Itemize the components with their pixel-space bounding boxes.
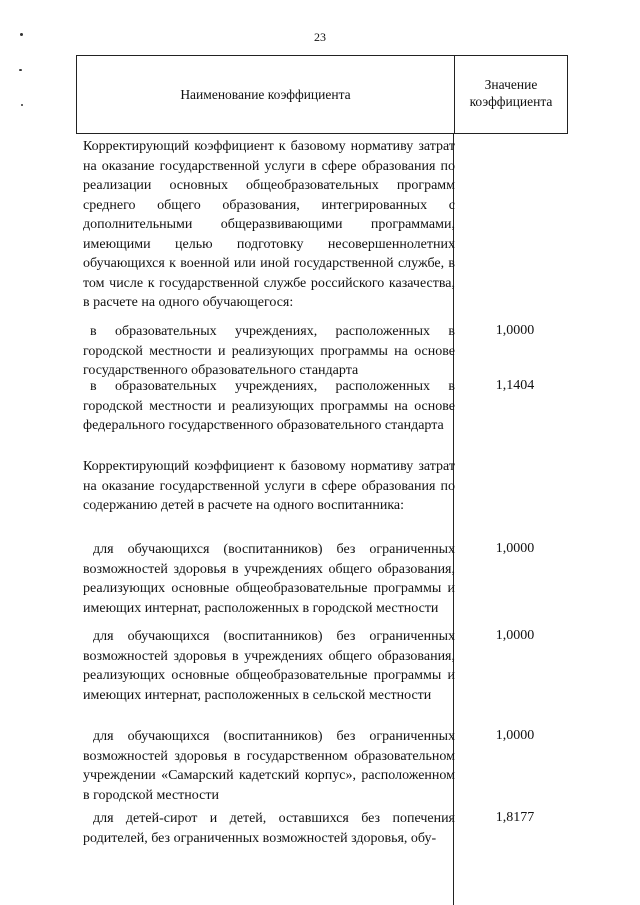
page-number: 23 (314, 30, 326, 44)
coefficient-value: 1,1404 (495, 378, 535, 393)
coefficient-value: 1,8177 (495, 810, 535, 825)
coefficient-description: для детей-сирот и детей, оставшихся без попечения родителей, без ограниченных возможностей здоровья, обу- (83, 811, 455, 846)
scan-speck (19, 69, 22, 71)
header-value-column: Значение коэффициента (469, 77, 553, 109)
coefficient-value: 1,0000 (495, 323, 535, 338)
coefficient-description: для обучающихся (воспитанников) без ограниченных возможностей здоровья в государственном образовательном учреждении «Самарский кадетский корпус», расположенном в городской местности (83, 729, 455, 803)
section-heading (83, 457, 455, 516)
scan-speck (20, 33, 23, 36)
coefficient-value: 1,0000 (495, 541, 535, 556)
coefficient-description: для обучающихся (воспитанников) без ограниченных возможностей здоровья в учреждениях общего образования, реализующих основные общеобразовательные программы и имеющих интернат, расположенных в сельской местности (83, 629, 455, 703)
coefficient-row (83, 809, 455, 848)
coefficient-description: в образовательных учреждениях, расположенных в городской местности и реализующих программы на основе федерального государственного образовательного стандарта (83, 379, 455, 433)
header-name-column: Наименование коэффициента (180, 87, 351, 102)
table-header (76, 55, 568, 134)
scan-speck (21, 104, 23, 106)
coefficient-description: для обучающихся (воспитанников) без ограниченных возможностей здоровья в учреждениях общего образования, реализующих основные общеобразовательные программы и имеющих интернат, расположенных в городской местности (83, 542, 455, 616)
coefficient-row (83, 377, 455, 436)
coefficient-value: 1,0000 (495, 728, 535, 743)
coefficient-value: 1,0000 (495, 628, 535, 643)
coefficient-description: в образовательных учреждениях, расположенных в городской местности и реализующих программы на основе государственного образовательного стандарта (83, 324, 455, 378)
coefficient-row (83, 540, 455, 618)
section-heading (83, 137, 455, 313)
section-heading-text: Корректирующий коэффициент к базовому нормативу затрат на оказание государственной услуги в сфере образования по реализации основных общеобразовательных программ среднего общего образования, интегрированных с дополнительными общеразвивающими программами, имеющими целью подготовку несовершеннолетних обучающихся к военной или иной государственной службе, в том числе к государственной службе российского казачества, в расчете на одного обучающегося: (83, 139, 455, 310)
coefficient-row (83, 727, 455, 805)
section-heading-text: Корректирующий коэффициент к базовому нормативу затрат на оказание государственной услуги в сфере образования по содержанию детей в расчете на одного воспитанника: (83, 459, 455, 513)
coefficient-row (83, 322, 455, 381)
coefficient-row (83, 627, 455, 705)
